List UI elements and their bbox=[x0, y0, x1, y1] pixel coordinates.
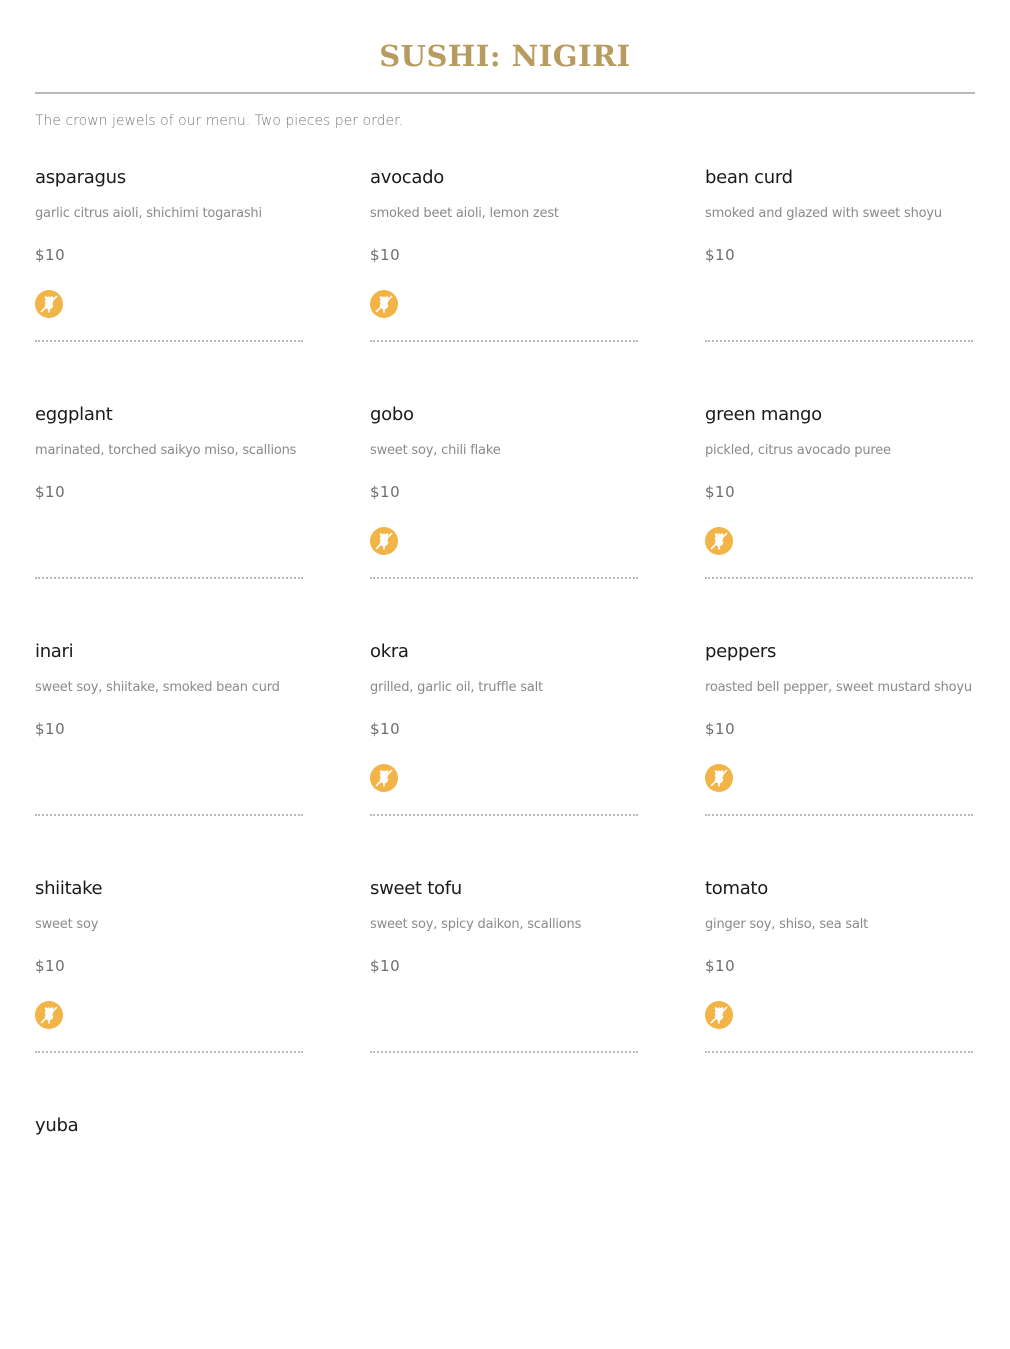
menu-item bbox=[370, 164, 638, 401]
dotted-divider bbox=[705, 340, 973, 342]
dotted-divider bbox=[705, 577, 973, 579]
dotted-divider bbox=[705, 1051, 973, 1053]
menu-item bbox=[705, 401, 973, 638]
item-description: ginger soy, shiso, sea salt bbox=[705, 917, 869, 932]
item-name: peppers bbox=[705, 641, 777, 662]
item-price: $10 bbox=[370, 957, 401, 975]
dotted-divider bbox=[35, 1051, 303, 1053]
section-intro: The crown jewels of our menu. Two pieces per order. bbox=[35, 113, 404, 129]
item-name: asparagus bbox=[35, 167, 126, 188]
item-description: grilled, garlic oil, truffle salt bbox=[370, 680, 543, 695]
dotted-divider bbox=[370, 340, 638, 342]
menu-item bbox=[35, 875, 303, 1112]
item-price: $10 bbox=[370, 720, 401, 738]
section-title: SUSHI: NIGIRI bbox=[379, 39, 631, 73]
item-name: sweet tofu bbox=[370, 878, 462, 899]
title-divider bbox=[35, 92, 975, 94]
menu-item bbox=[370, 638, 638, 875]
item-price: $10 bbox=[35, 957, 66, 975]
item-description: smoked beet aioli, lemon zest bbox=[370, 206, 559, 221]
menu-item bbox=[370, 401, 638, 638]
item-name: okra bbox=[370, 641, 409, 662]
menu-item bbox=[370, 875, 638, 1112]
item-description: smoked and glazed with sweet shoyu bbox=[705, 206, 942, 221]
gluten-free-wheat-icon bbox=[705, 527, 733, 555]
gluten-free-wheat-icon bbox=[370, 527, 398, 555]
dotted-divider bbox=[370, 814, 638, 816]
item-name: yuba bbox=[35, 1115, 79, 1136]
item-name: eggplant bbox=[35, 404, 113, 425]
item-price: $10 bbox=[35, 720, 66, 738]
item-name: shiitake bbox=[35, 878, 103, 899]
item-description: roasted bell pepper, sweet mustard shoyu bbox=[705, 680, 972, 695]
item-name: gobo bbox=[370, 404, 414, 425]
gluten-free-wheat-icon bbox=[705, 1001, 733, 1029]
menu-item bbox=[705, 875, 973, 1112]
item-price: $10 bbox=[705, 483, 736, 501]
item-price: $10 bbox=[370, 246, 401, 264]
item-price: $10 bbox=[705, 720, 736, 738]
item-name: bean curd bbox=[705, 167, 793, 188]
menu-item bbox=[35, 638, 303, 875]
dotted-divider bbox=[370, 1051, 638, 1053]
menu-item bbox=[705, 638, 973, 875]
dotted-divider bbox=[705, 814, 973, 816]
item-price: $10 bbox=[35, 483, 66, 501]
menu-item bbox=[35, 164, 303, 401]
dotted-divider bbox=[370, 577, 638, 579]
item-name: tomato bbox=[705, 878, 768, 899]
menu-item bbox=[35, 401, 303, 638]
item-price: $10 bbox=[705, 246, 736, 264]
item-price: $10 bbox=[370, 483, 401, 501]
item-description: sweet soy bbox=[35, 917, 99, 932]
menu-item bbox=[35, 1112, 303, 1349]
dotted-divider bbox=[35, 814, 303, 816]
dotted-divider bbox=[35, 577, 303, 579]
item-description: garlic citrus aioli, shichimi togarashi bbox=[35, 206, 262, 221]
item-description: pickled, citrus avocado puree bbox=[705, 443, 891, 458]
gluten-free-wheat-icon bbox=[705, 764, 733, 792]
item-description: sweet soy, chili flake bbox=[370, 443, 501, 458]
item-description: sweet soy, shiitake, smoked bean curd bbox=[35, 680, 280, 695]
gluten-free-wheat-icon bbox=[35, 290, 63, 318]
item-price: $10 bbox=[35, 246, 66, 264]
item-name: green mango bbox=[705, 404, 822, 425]
menu-item bbox=[705, 164, 973, 401]
dotted-divider bbox=[35, 340, 303, 342]
item-description: marinated, torched saikyo miso, scallions bbox=[35, 443, 297, 458]
gluten-free-wheat-icon bbox=[370, 290, 398, 318]
item-name: inari bbox=[35, 641, 74, 662]
gluten-free-wheat-icon bbox=[35, 1001, 63, 1029]
item-description: sweet soy, spicy daikon, scallions bbox=[370, 917, 582, 932]
item-price: $10 bbox=[705, 957, 736, 975]
menu-grid bbox=[35, 164, 975, 1349]
gluten-free-wheat-icon bbox=[370, 764, 398, 792]
item-name: avocado bbox=[370, 167, 444, 188]
